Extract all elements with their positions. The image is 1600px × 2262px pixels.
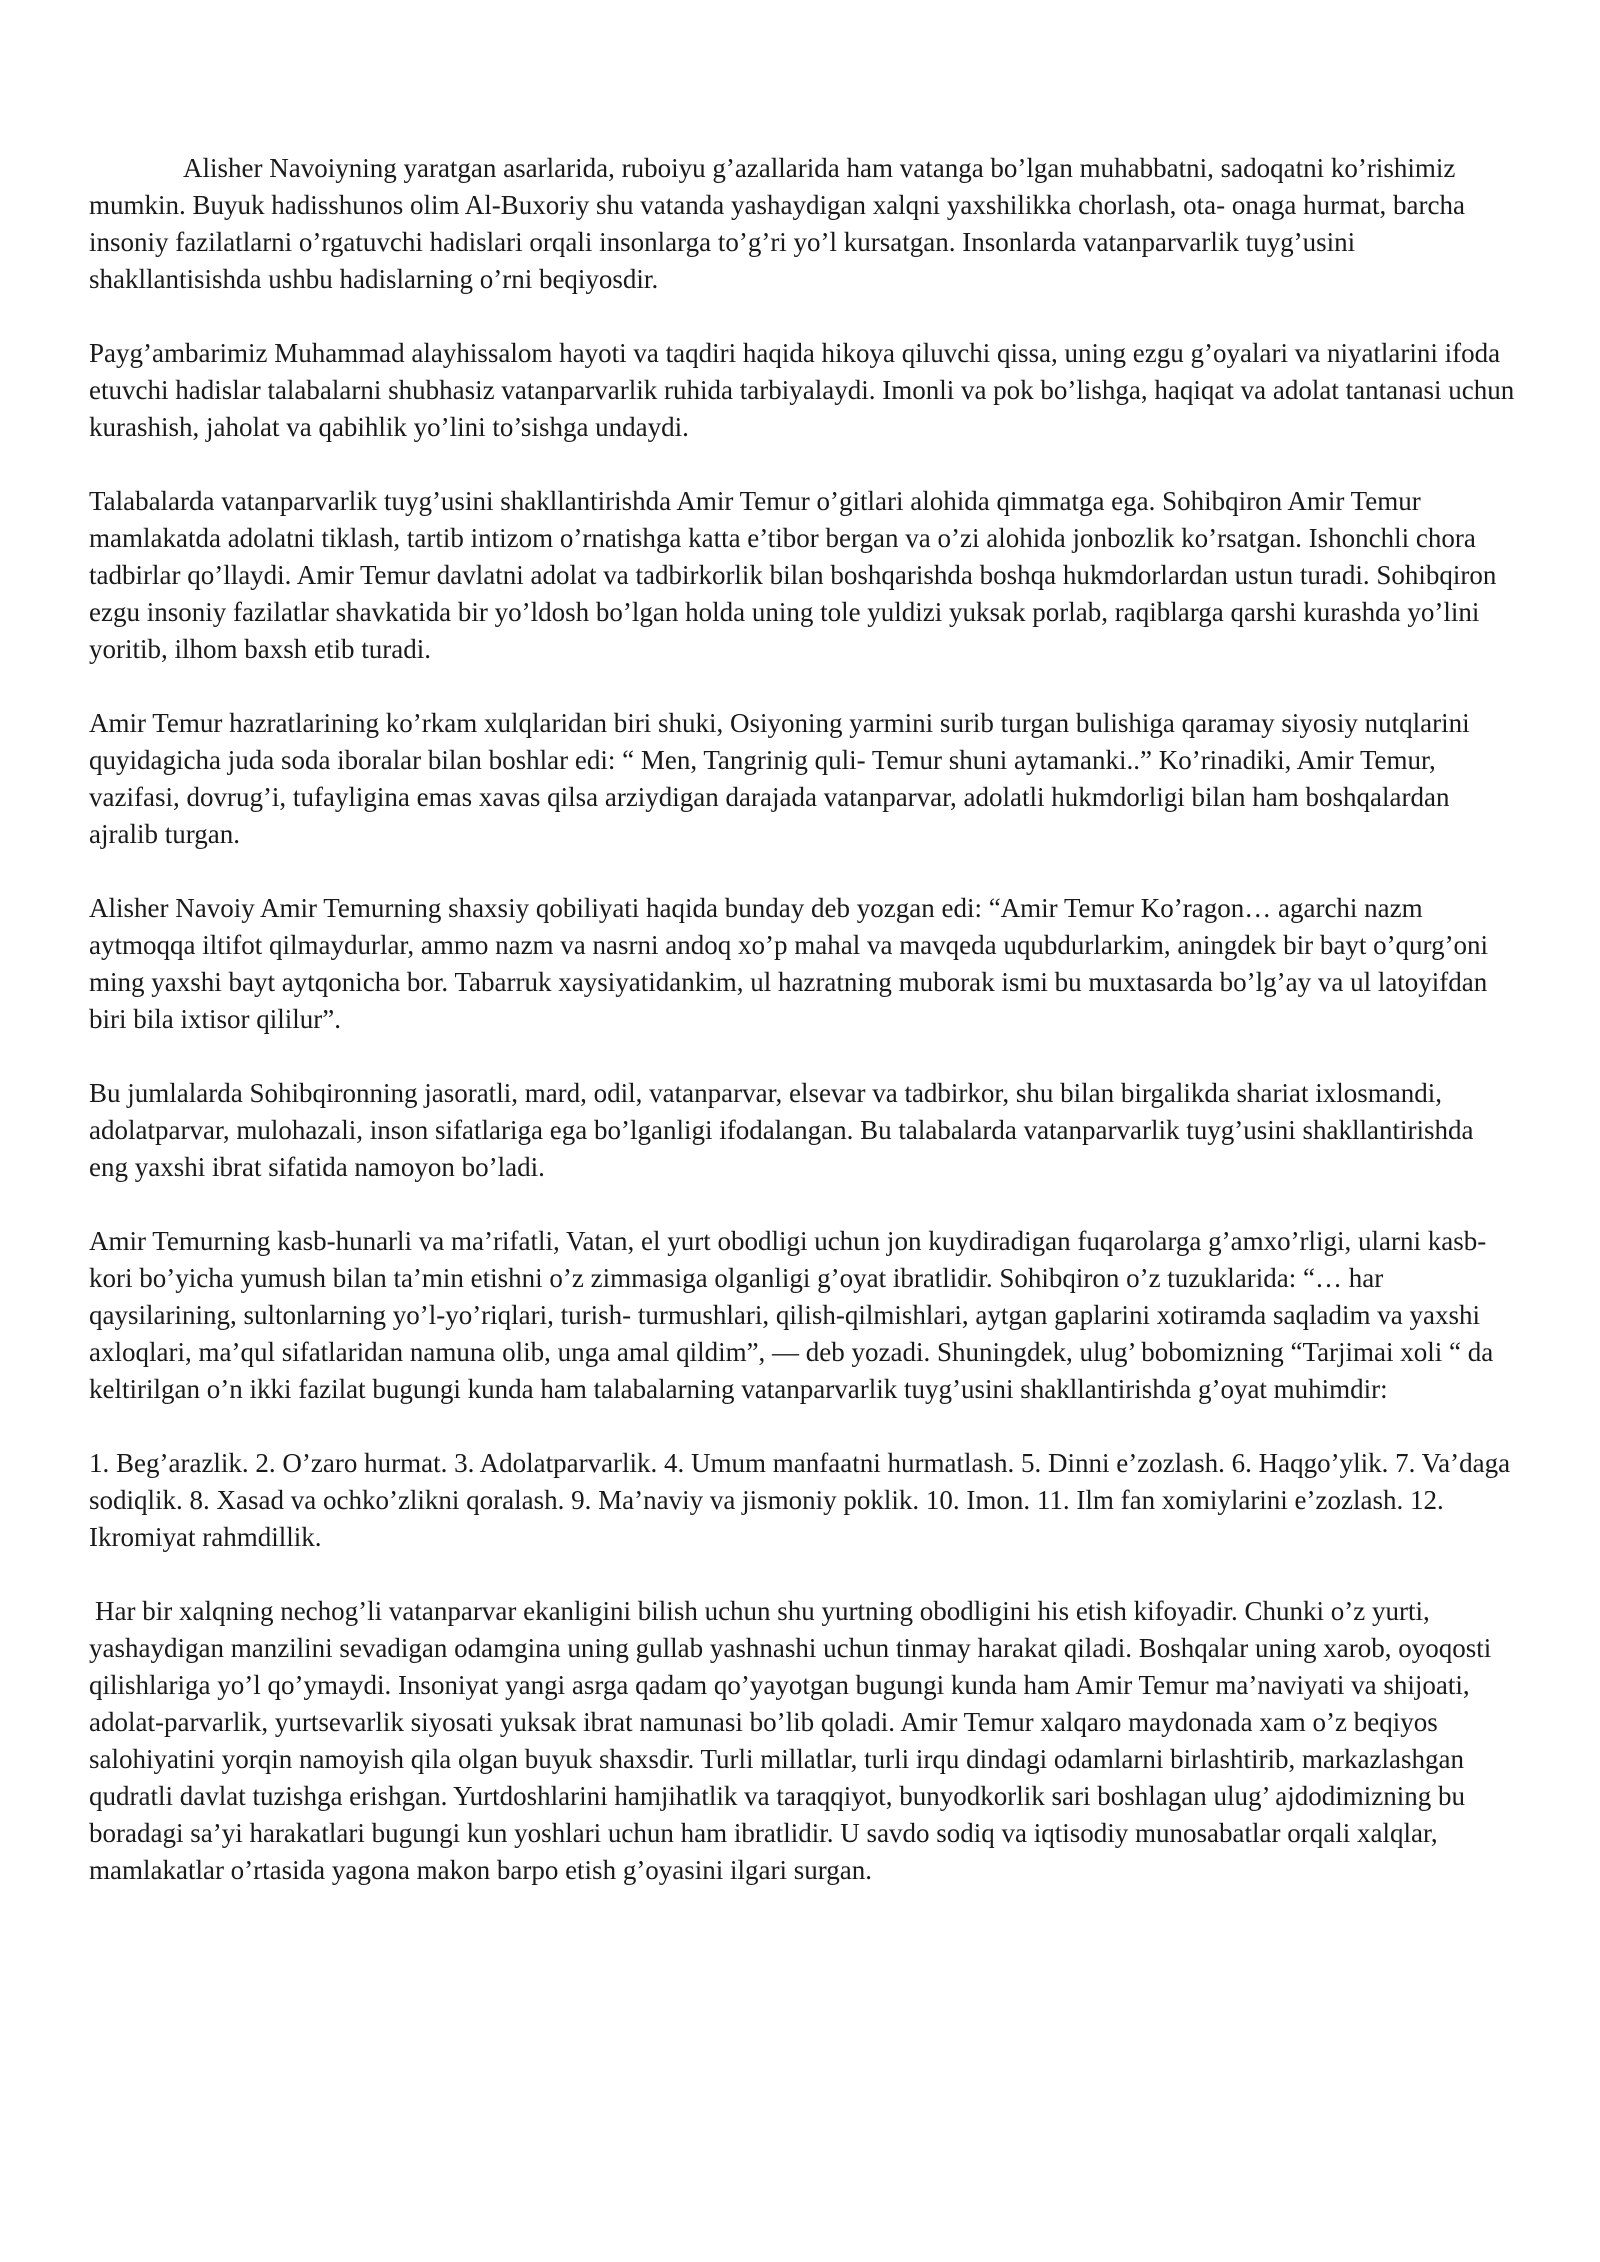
paragraph-temur-teachings: Talabalarda vatanparvarlik tuyg’usini shakllantirishda Amir Temur o’gitlari alohida qimmatga ega. Sohibqiron Amir Temur mamlakatda adolatni tiklash, tartib intizom o’rnatishga katta e’tibor bergan va o’zi alohida jonbozlik ko’rsatgan. Ishonchli chora tadbirlar qo’llaydi. Amir Temur davlatni adolat va tadbirkorlik bilan boshqarishda boshqa hukmdorlardan ustun turadi. Sohibqiron ezgu insoniy fazilatlar shavkatida bir yo’ldosh bo’lgan holda uning tole yuldizi yuksak porlab, raqiblarga qarshi kurashda yo’lini yoritib, ilhom baxsh etib turadi.: [89, 486, 1497, 664]
paragraph-prophet-hadiths: Payg’ambarimiz Muhammad alayhissalom hayoti va taqdiri haqida hikoya qiluvchi qissa, uning ezgu g’oyalari va niyatlarini ifoda etuvchi hadislar talabalarni shubhasiz vatanparvarlik ruhida tarbiyalaydi. Imonli va pok bo’lishga, haqiqat va adolat tantanasi uchun kurashish, jaholat va qabihlik yo’lini to’sishga undaydi.: [89, 338, 1515, 442]
paragraph-temur-character: Amir Temur hazratlarining ko’rkam xulqlaridan biri shuki, Osiyoning yarmini surib turgan bulishiga qaramay siyosiy nutqlarini quyidagicha juda soda iboralar bilan boshlar edi: “ Men, Tangrinig quli- Temur shuni aytamanki..” Ko’rinadiki, Amir Temur, vazifasi, dovrug’i, tufayligina emas xavas qilsa arziydigan darajada vatanparvar, adolatli hukmdorligi bilan ham boshqalardan ajralib turgan.: [89, 708, 1470, 849]
paragraph-navoiy-buxoriy: Alisher Navoiyning yaratgan asarlarida, ruboiyu g’azallarida ham vatanga bo’lgan muhabbatni, sadoqatni ko’rishimiz mumkin. Buyuk hadisshunos olim Al-Buxoriy shu vatanda yashaydigan xalqni yaxshilikka chorlash, ota- onaga hurmat, barcha insoniy fazilatlarni o’rgatuvchi hadislari orqali insonlarga to’g’ri yo’l kursatgan. Insonlarda vatanparvarlik tuyg’usini shakllantisishda ushbu hadislarning o’rni beqiyosdir.: [89, 153, 1465, 294]
paragraph-navoiy-on-temur: Alisher Navoiy Amir Temurning shaxsiy qobiliyati haqida bunday deb yozgan edi: “Amir Temur Ko’ragon… agarchi nazm aytmoqqa iltifot qilmaydurlar, ammo nazm va nasrni andoq xo’p mahal va mavqeda uqubdurlarkim, aningdek bir bayt o’qurg’oni ming yaxshi bayt aytqonicha bor. Tabarruk xaysiyatidankim, ul hazratning muborak ismi bu muxtasarda bo’lg’ay va ul latoyifdan biri bila ixtisor qililur”.: [89, 893, 1489, 1034]
paragraph-sohibqiron-qualities: Bu jumlalarda Sohibqironning jasoratli, mard, odil, vatanparvar, elsevar va tadbirkor, shu bilan birgalikda shariat ixlosmandi, adolatparvar, mulohazali, inson sifatlariga ega bo’lganligi ifodalangan. Bu talabalarda vatanparvarlik tuyg’usini shakllantirishda eng yaxshi ibrat sifatida namoyon bo’ladi.: [89, 1078, 1474, 1182]
paragraph-temur-tuzuklar: Amir Temurning kasb-hunarli va ma’rifatli, Vatan, el yurt obodligi uchun jon kuydiradigan fuqarolarga g’amxo’rligi, ularni kasb-kori bo’yicha yumush bilan ta’min etishni o’z zimmasiga olganligi g’oyat ibratlidir. Sohibqiron o’z tuzuklarida: “… har qaysilarining, sultonlarning yo’l-yo’riqlari, turish- turmushlari, qilish-qilmishlari, aytgan gaplarini xotiramda saqladim va yaxshi axloqlari, ma’qul sifatlaridan namuna olib, unga amal qildim”, — deb yozadi. Shuningdek, ulug’ bobomizning “Tarjimai xoli “ da keltirilgan o’n ikki fazilat bugungi kunda ham talabalarning vatanparvarlik tuyg’usini shakllantirishda g’oyat muhimdir:: [89, 1226, 1494, 1404]
document-body: [89, 150, 1519, 1926]
paragraph-patriotism-conclusion: Har bir xalqning nechog’li vatanparvar ekanligini bilish uchun shu yurtning obodligini his etish kifoyadir. Chunki o’z yurti, yashaydigan manzilini sevadigan odamgina uning gullab yashnashi uchun tinmay harakat qiladi. Boshqalar uning xarob, oyoqosti qilishlariga yo’l qo’ymaydi. Insoniyat yangi asrga qadam qo’yayotgan bugungi kunda ham Amir Temur ma’naviyati va shijoati, adolat-parvarlik, yurtsevarlik siyosati yuksak ibrat namunasi bo’lib qoladi. Amir Temur xalqaro maydonada xam o’z beqiyos salohiyatini yorqin namoyish qila olgan buyuk shaxsdir. Turli millatlar, turli irqu dindagi odamlarni birlashtirib, markazlashgan qudratli davlat tuzishga erishgan. Yurtdoshlarini hamjihatlik va taraqqiyot, bunyodkorlik sari boshlagan ulug’ ajdodimizning bu boradagi sa’yi harakatlari bugungi kun yoshlari uchun ham ibratlidir. U savdo sodiq va iqtisodiy munosabatlar orqali xalqlar, mamlakatlar o’rtasida yagona makon barpo etish g’oyasini ilgari surgan.: [89, 1596, 1492, 1885]
paragraph-twelve-virtues-list: 1. Beg’arazlik. 2. O’zaro hurmat. 3. Adolatparvarlik. 4. Umum manfaatni hurmatlash. 5. Dinni e’zozlash. 6. Haqgo’ylik. 7. Va’daga sodiqlik. 8. Xasad va ochko’zlikni qoralash. 9. Ma’naviy va jismoniy poklik. 10. Imon. 11. Ilm fan xomiylarini e’zozlash. 12. Ikromiyat rahmdillik.: [89, 1448, 1511, 1552]
